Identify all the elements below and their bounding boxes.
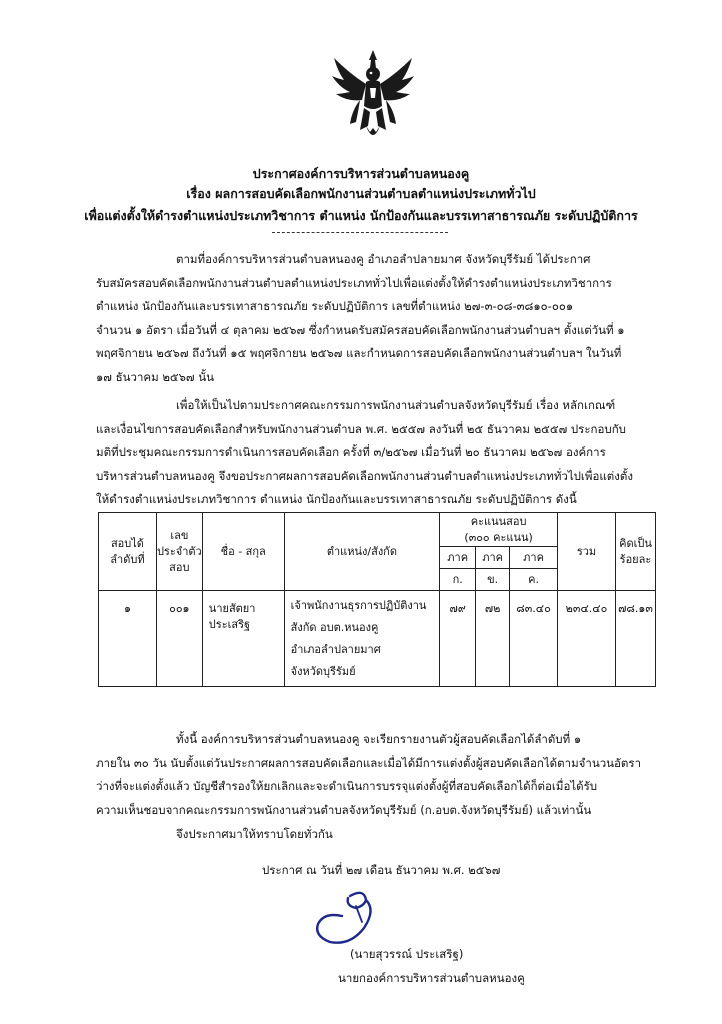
header-part-c-letter: ค.	[510, 569, 558, 591]
paragraph-line: ให้ดำรงตำแหน่งประเภทวิชาการ ตำแหน่ง นักป้องกันและบรรเทาสาธารณภัย ระดับปฏิบัติการ ดังนี้	[96, 492, 577, 506]
cell-position: เจ้าพนักงานธุรการปฏิบัติงาน สังกัด อบต.หนองคู อำเภอลำปลายมาศ จังหวัดบุรีรัมย์	[284, 591, 440, 687]
paragraph-line: จำนวน ๑ อัตรา เมื่อวันที่ ๔ ตุลาคม ๒๕๖๗ ซึ่งกำหนดรับสมัครสอบคัดเลือกพนักงานส่วนตำบลฯ ตั้งแต่วันที่ ๑	[96, 322, 625, 337]
header-part-b: ภาค	[476, 547, 510, 569]
header-percent: คิดเป็น ร้อยละ	[615, 513, 655, 591]
paragraph-line: ตามที่องค์การบริหารส่วนตำบลหนองคู อำเภอลำปลายมาศ จังหวัดบุรีรัมย์ ได้ประกาศ	[176, 252, 591, 266]
header-part-a: ภาค	[440, 547, 476, 569]
paragraph-line: ว่างที่จะแต่งตั้งแล้ว บัญชีสำรองให้ยกเลิกและจะดำเนินการบรรจุแต่งตั้งผู้ที่สอบคัดเลือกได้ก็ต่อเมื่อได้รับ	[96, 779, 598, 793]
header-name: ชื่อ - สกุล	[202, 513, 284, 591]
header-exam-number: เลข ประจำตัว สอบ	[156, 513, 202, 591]
paragraph-line: ๑๗ ธันวาคม ๒๕๖๗ นั้น	[96, 369, 214, 384]
cell-percent: ๗๘.๑๓	[615, 591, 655, 687]
header-part-a-letter: ก.	[440, 569, 476, 591]
cell-name: นายสัตยา ประเสริฐ	[202, 591, 284, 687]
paragraph-line: ตำแหน่ง นักป้องกันและบรรเทาสาธารณภัย ระดับปฏิบัติการ เลขที่ตำแหน่ง ๒๗-๓-๐๘-๓๘๑๐-๐๐๑	[96, 299, 574, 313]
cell-part-a: ๗๙	[440, 591, 476, 687]
paragraph-line: พฤศจิกายน ๒๕๖๗ ถึงวันที่ ๑๕ พฤศจิกายน ๒๕๖๗ และกำหนดการสอบคัดเลือกพนักงานส่วนตำบลฯ ในวันที่	[96, 346, 622, 360]
paragraph-line: รับสมัครสอบคัดเลือกพนักงานส่วนตำบลตำแหน่งประเภททั่วไปเพื่อแต่งตั้งให้ดำรงตำแหน่งประเภทวิชาการ	[96, 275, 612, 290]
closing-line: จึงประกาศมาให้ทราบโดยทั่วกัน	[176, 827, 333, 841]
header-position: เพื่อแต่งตั้งให้ดำรงตำแหน่งประเภทวิชาการ ตำแหน่ง นักป้องกันและบรรเทาสาธารณภัย ระดับปฏิบัติการ	[84, 208, 638, 223]
cell-part-b: ๗๒	[476, 591, 510, 687]
garuda-emblem-icon	[330, 48, 416, 144]
cell-part-c: ๘๓.๔๐	[510, 591, 558, 687]
header-subject: เรื่อง ผลการสอบคัดเลือกพนักงานส่วนตำบลตำแหน่งประเภททั่วไป	[186, 186, 536, 201]
cell-rank: ๑	[99, 591, 157, 687]
paragraph-line: เพื่อให้เป็นไปตามประกาศคณะกรรมการพนักงานส่วนตำบลจังหวัดบุรีรัมย์ เรื่อง หลักเกณฑ์	[176, 398, 616, 412]
paragraph-line: มติที่ประชุมคณะกรรมการดำเนินการสอบคัดเลือก ครั้งที่ ๓/๒๕๖๗ เมื่อวันที่ ๒๐ ธันวาคม ๒๕๖๗ องค์การ	[96, 445, 606, 459]
paragraph-line: และเงื่อนไขการสอบคัดเลือกสำหรับพนักงานส่วนตำบล พ.ศ. ๒๕๕๗ ลงวันที่ ๒๕ ธันวาคม ๒๕๕๗ ประกอบกับ	[96, 421, 626, 436]
header-divider	[272, 232, 448, 233]
header-scores: คะแนนสอบ (๓๐๐ คะแนน)	[440, 513, 558, 547]
header-org-title: ประกาศองค์การบริหารส่วนตำบลหนองคู	[252, 166, 470, 181]
header-part-b-letter: ข.	[476, 569, 510, 591]
header-part-c: ภาค	[510, 547, 558, 569]
header-rank: สอบได้ ลำดับที่	[99, 513, 157, 591]
header-position: ตำแหน่ง/สังกัด	[284, 513, 440, 591]
paragraph-1	[96, 248, 656, 389]
exam-results-table	[98, 512, 656, 687]
signer-name: (นายสุวรรณ์ ประเสริฐ)	[350, 947, 464, 961]
paragraph-line: ภายใน ๓๐ วัน นับตั้งแต่วันประกาศผลการสอบคัดเลือกและเมื่อได้มีการแต่งตั้งผู้สอบคัดเลือกได้ตามจำนวนอัตรา	[96, 755, 642, 770]
cell-total: ๒๓๔.๔๐	[558, 591, 616, 687]
paragraph-3	[96, 728, 656, 822]
paragraph-line: ความเห็นชอบจากคณะกรรมการพนักงานส่วนตำบลจังหวัดบุรีรัมย์ (ก.อบต.จังหวัดบุรีรัมย์) แล้วเท่านั้น	[96, 802, 592, 817]
paragraph-2	[96, 394, 656, 512]
table-row	[99, 591, 656, 687]
paragraph-line: ทั้งนี้ องค์การบริหารส่วนตำบลหนองคู จะเรียกรายงานตัวผู้สอบคัดเลือกได้ลำดับที่ ๑	[176, 732, 582, 746]
signer-position: นายกองค์การบริหารส่วนตำบลหนองคู	[338, 971, 525, 985]
header-total: รวม	[558, 513, 616, 591]
announcement-date: ประกาศ ณ วันที่ ๒๗ เดือน ธันวาคม พ.ศ. ๒๕๖๗	[262, 863, 501, 877]
cell-exam-number: ๐๐๑	[156, 591, 202, 687]
paragraph-line: บริหารส่วนตำบลหนองคู จึงขอประกาศผลการสอบคัดเลือกพนักงานส่วนตำบลตำแหน่งประเภททั่วไปเพื่อแต่งตั้ง	[96, 468, 633, 483]
